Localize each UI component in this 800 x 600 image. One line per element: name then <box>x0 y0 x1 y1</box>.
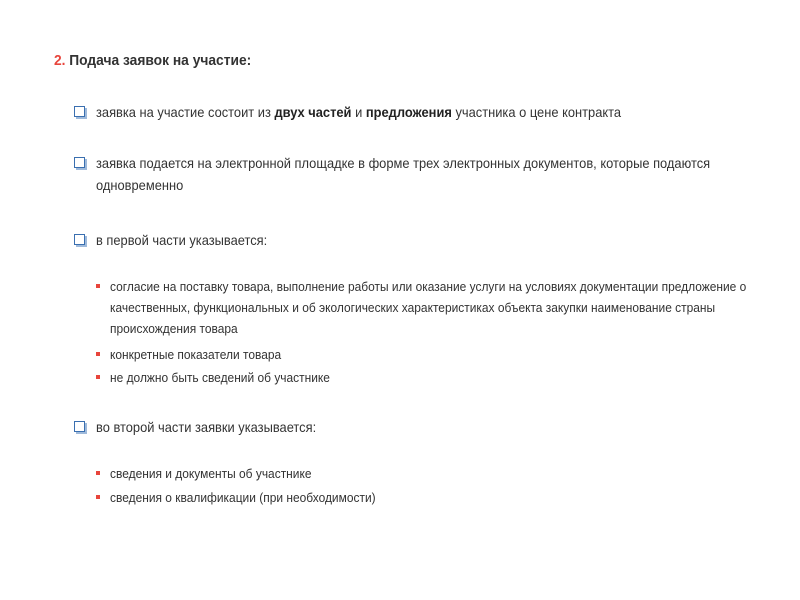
sub-item-participant-docs <box>96 463 776 484</box>
checkbox-square-icon <box>74 106 85 117</box>
red-square-bullet-icon <box>96 375 100 379</box>
section-title: Подача заявок на участие: <box>69 52 252 69</box>
sub-item-qualification <box>96 487 776 508</box>
sub-item-text: согласие на поставку товара, выполнение работы или оказание услуги на условиях документации предложение о качественных, функциональных и об экологических характеристиках объекта закупки наименование страны происхождения товара <box>110 279 747 336</box>
bullet-bold-text: предложения <box>365 104 452 120</box>
red-square-bullet-icon <box>96 471 100 475</box>
bullet-text: в первой части указывается: <box>96 232 268 248</box>
bullet-text-part: заявка на участие состоит из <box>96 104 275 120</box>
sub-item-no-participant-info <box>96 367 776 388</box>
sub-item-text: сведения и документы об участнике <box>110 466 312 481</box>
bullet-text <box>96 101 777 123</box>
bullet-text-part: участника о цене контракта <box>451 104 622 120</box>
red-square-bullet-icon <box>96 495 100 499</box>
bullet-first-part <box>74 229 774 251</box>
sub-item-text: сведения о квалификации (при необходимости) <box>110 490 376 505</box>
checkbox-square-icon <box>74 157 85 168</box>
checkbox-square-icon <box>74 234 85 245</box>
bullet-electronic-platform <box>74 152 774 196</box>
bullet-text: во второй части заявки указывается: <box>96 419 317 435</box>
bullet-text: заявка подается на электронной площадке в форме трех электронных документов, которые подаются одновременно <box>96 155 711 193</box>
sub-item-text: конкретные показатели товара <box>110 347 282 362</box>
bullet-bold-text: двух частей <box>274 104 352 120</box>
red-square-bullet-icon <box>96 352 100 356</box>
sub-item-consent <box>96 276 776 339</box>
sub-item-text: не должно быть сведений об участнике <box>110 370 330 385</box>
section-number: 2. <box>54 52 66 69</box>
bullet-second-part <box>74 416 774 438</box>
section-heading <box>54 52 251 69</box>
bullet-application-parts <box>74 101 774 123</box>
bullet-text-part: и <box>351 104 366 120</box>
sub-item-indicators <box>96 344 776 365</box>
red-square-bullet-icon <box>96 284 100 288</box>
checkbox-square-icon <box>74 421 85 432</box>
